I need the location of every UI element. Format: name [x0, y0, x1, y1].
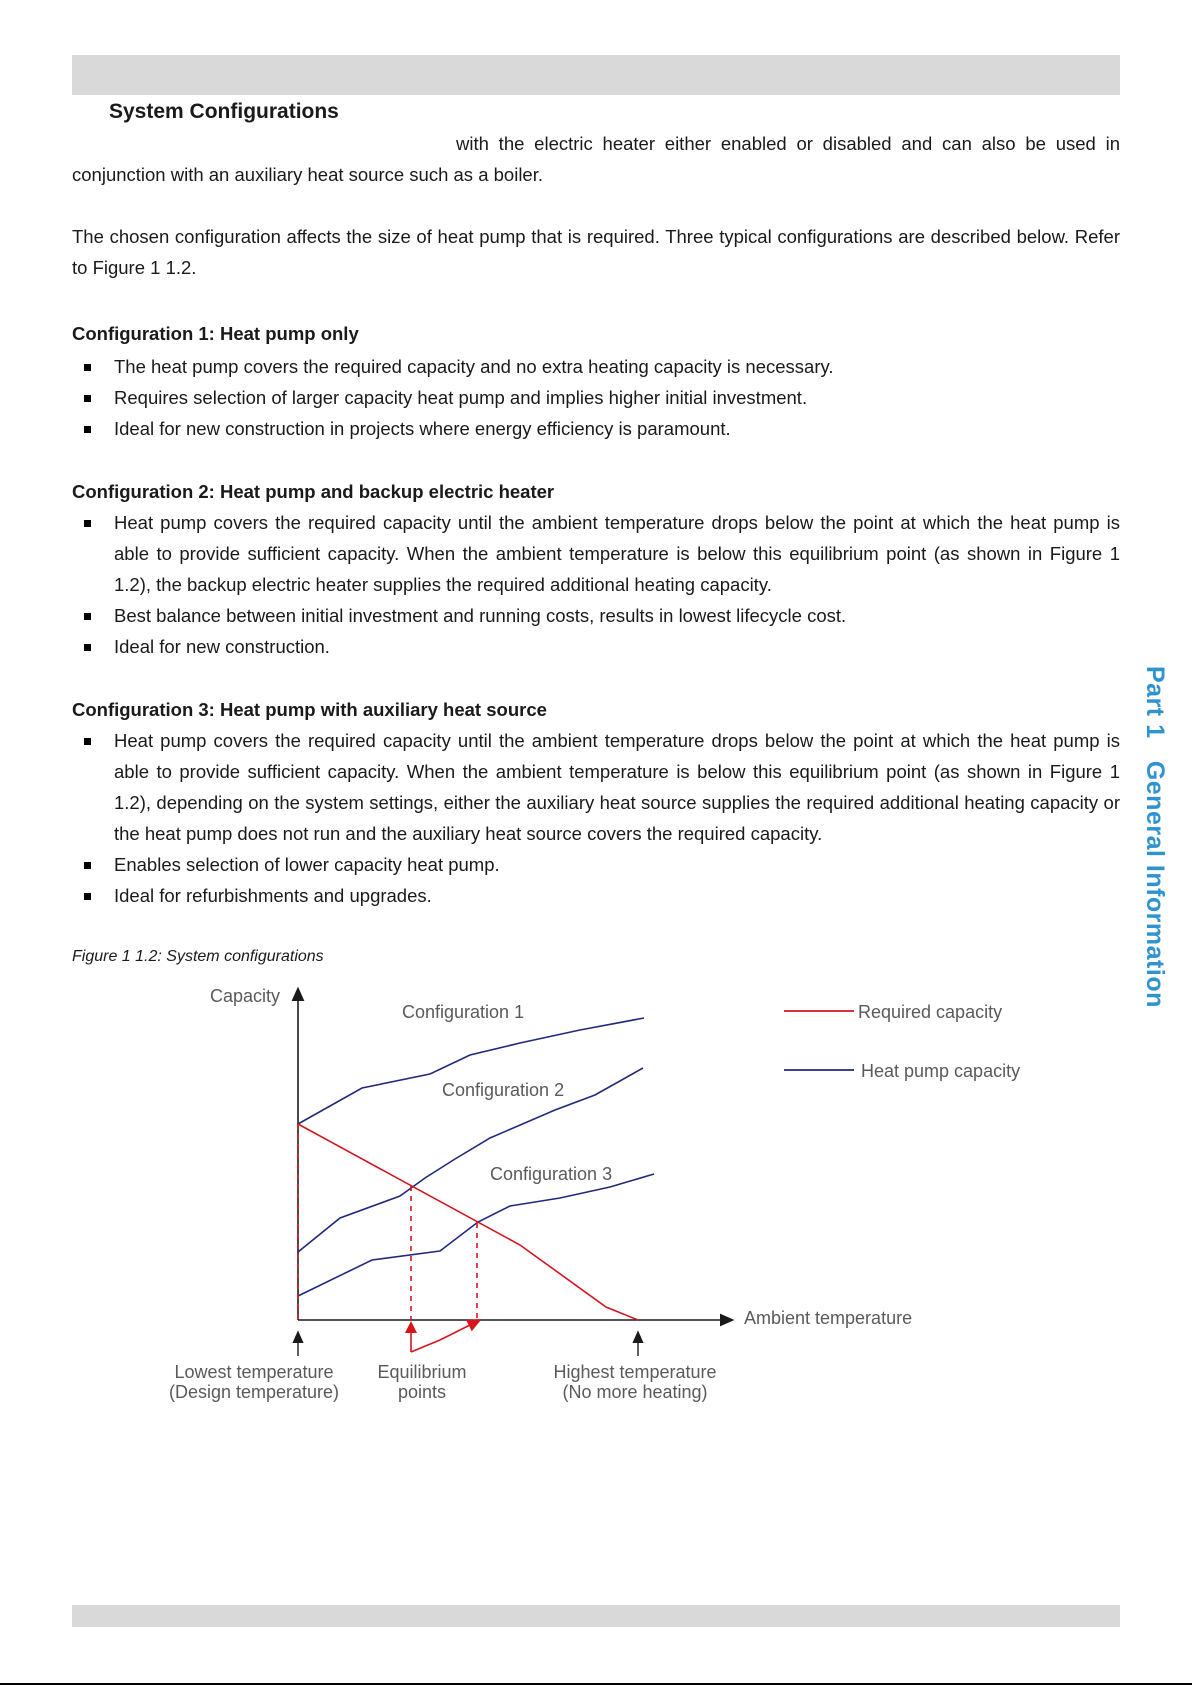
list-item-text: Requires selection of larger capacity heat pump and implies higher initial investment. — [114, 387, 808, 408]
marker-label-highest-line1: Highest temperature — [553, 1362, 717, 1382]
series-line-configuration-1 — [298, 1018, 644, 1124]
list-item-text: Heat pump covers the required capacity until the ambient temperature drops below the point at which the heat pump is able to provide sufficient capacity. When the ambient temperature is below this equilibrium point (as shown in Figure 1 1.2), the backup electric heater supplies the required additional heating capacity. — [114, 512, 1120, 595]
series-line-configuration-3 — [298, 1174, 654, 1296]
list-item-text: The heat pump covers the required capacity and no extra heating capacity is necessary. — [114, 356, 834, 377]
marker-label-equilibrium-line2: points — [397, 1382, 447, 1402]
marker-label-highest-line2: (No more heating) — [562, 1382, 708, 1402]
config1-title: Configuration 1: Heat pump only — [72, 323, 359, 344]
series-label-configuration-2: Configuration 2 — [442, 1080, 565, 1100]
marker-arrow-equilibrium-head — [440, 1322, 476, 1340]
config2-title: Configuration 2: Heat pump and backup electric heater — [72, 481, 555, 502]
section-title: System Configurations — [109, 100, 339, 123]
chosen-configuration-paragraph: The chosen configuration affects the size of heat pump that is required. Three typical configurations are described below. Refer to Figure 1 1.2. — [72, 226, 1120, 278]
intro-text: with the electric heater either enabled or disabled and can also be used in conjunction with an auxiliary heat source such as a boiler. — [72, 133, 1120, 185]
series-line-required-capacity — [298, 1124, 638, 1320]
y-axis-label: Capacity — [210, 986, 281, 1006]
marker-label-equilibrium-line1: Equilibrium — [377, 1362, 467, 1382]
marker-label-lowest-line2: (Design temperature) — [168, 1382, 340, 1402]
list-item-text: Ideal for refurbishments and upgrades. — [114, 885, 432, 906]
x-axis-label: Ambient temperature — [744, 1308, 913, 1328]
side-tab-part-label: Part 1 General Information — [1141, 666, 1169, 1008]
series-label-configuration-1: Configuration 1 — [402, 1002, 525, 1022]
list-item-text: Heat pump covers the required capacity until the ambient temperature drops below the point at which the heat pump is able to provide sufficient capacity. When the ambient temperature is below this equilibrium point (as shown in Figure 1 1.2), depending on the system settings, either the auxiliary heat source supplies the required additional heating capacity or the heat pump does not run and the auxiliary heat source covers the required capacity. — [114, 730, 1120, 844]
legend-label-required-capacity: Required capacity — [858, 1002, 1003, 1022]
marker-arrow-equilibrium-connector — [411, 1340, 440, 1352]
legend-label-heat-pump-capacity: Heat pump capacity — [861, 1061, 1021, 1081]
list-item-text: Ideal for new construction in projects where energy efficiency is paramount. — [114, 418, 731, 439]
list-item-text: Best balance between initial investment and running costs, results in lowest lifecycle cost. — [114, 605, 847, 626]
list-item-text: Ideal for new construction. — [114, 636, 330, 657]
marker-label-lowest-line1: Lowest temperature — [174, 1362, 334, 1382]
marker-arrowhead-equilibrium-1 — [405, 1321, 417, 1333]
series-label-configuration-3: Configuration 3 — [490, 1164, 613, 1184]
figure-caption: Figure 1 1.2: System configurations — [72, 948, 324, 965]
config3-title: Configuration 3: Heat pump with auxiliary heat source — [72, 699, 547, 720]
list-item-text: Enables selection of lower capacity heat pump. — [114, 854, 500, 875]
footer-band — [72, 1605, 1120, 1627]
